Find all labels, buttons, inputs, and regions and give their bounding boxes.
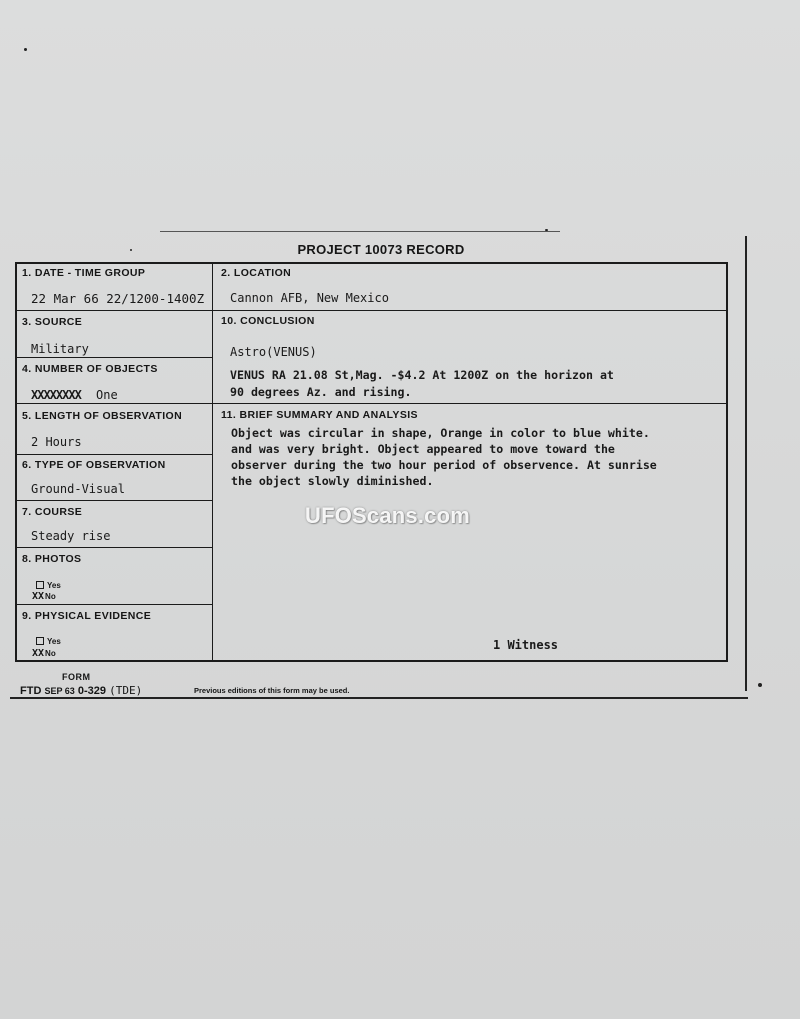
footer-form-id	[20, 684, 142, 697]
type-of-observation-label: 6. TYPE OF OBSERVATION	[22, 459, 166, 471]
x-mark-icon: XX	[32, 591, 45, 602]
number-of-objects-value	[31, 388, 118, 402]
footer-form-word: FORM	[62, 672, 91, 682]
row-divider	[15, 357, 213, 358]
scan-speck	[545, 229, 548, 231]
row-divider	[15, 500, 213, 501]
summary-line: and was very bright. Object appeared to move toward the	[231, 442, 615, 456]
course-value: Steady rise	[31, 529, 111, 543]
length-of-observation-value: 2 Hours	[31, 435, 82, 449]
row-divider	[15, 310, 728, 311]
photos-label: 8. PHOTOS	[22, 553, 82, 565]
footer-date: SEP 63	[44, 686, 75, 696]
scan-speck	[24, 48, 27, 51]
footer-note: Previous editions of this form may be used.	[194, 686, 350, 695]
column-divider	[212, 262, 213, 662]
source-value: Military	[31, 342, 89, 356]
top-rule	[160, 231, 560, 232]
row-divider	[15, 604, 213, 605]
conclusion-value: Astro(VENUS)	[230, 345, 317, 359]
summary-line: observer during the two hour period of observence. At sunrise	[231, 458, 657, 472]
physical-evidence-yes-option: Yes	[36, 636, 61, 647]
row-divider	[15, 403, 728, 404]
scan-speck	[758, 683, 762, 687]
source-label: 3. SOURCE	[22, 316, 83, 328]
footer-form-number: 0-329	[77, 685, 107, 697]
date-time-group-value: 22 Mar 66 22/1200-1400Z	[31, 291, 205, 306]
footer-tde: (TDE)	[109, 684, 143, 697]
location-value: Cannon AFB, New Mexico	[230, 291, 389, 305]
form-title: PROJECT 10073 RECORD	[297, 242, 465, 257]
witness-count: 1 Witness	[493, 638, 559, 652]
date-time-group-label: 1. DATE - TIME GROUP	[22, 267, 146, 279]
summary-line: the object slowly diminished.	[231, 474, 434, 488]
bottom-page-edge	[10, 697, 748, 699]
struck-out-text: XXXXXXXX	[31, 388, 81, 402]
summary-label: 11. BRIEF SUMMARY AND ANALYSIS	[221, 409, 418, 421]
x-mark-icon: XX	[32, 648, 45, 659]
physical-evidence-no-option: XXNo	[32, 648, 56, 659]
conclusion-detail-line: VENUS RA 21.08 St,Mag. -$4.2 At 1200Z on the horizon at	[230, 368, 614, 382]
summary-text	[231, 425, 721, 489]
summary-line: Object was circular in shape, Orange in color to blue white.	[231, 426, 650, 440]
course-label: 7. COURSE	[22, 506, 83, 518]
footer-ftd: FTD	[20, 685, 42, 697]
photos-no-option: XXNo	[32, 591, 56, 602]
row-divider	[15, 454, 213, 455]
object-count: One	[96, 388, 118, 402]
number-of-objects-label: 4. NUMBER OF OBJECTS	[22, 363, 158, 375]
row-divider	[15, 547, 213, 548]
photos-yes-option: Yes	[36, 580, 61, 591]
physical-evidence-label: 9. PHYSICAL EVIDENCE	[22, 610, 152, 622]
conclusion-detail	[230, 367, 614, 401]
watermark: UFOScans.com	[305, 503, 471, 528]
conclusion-detail-line: 90 degrees Az. and rising.	[230, 385, 412, 399]
location-label: 2. LOCATION	[221, 267, 292, 279]
conclusion-label: 10. CONCLUSION	[221, 315, 315, 327]
type-of-observation-value: Ground-Visual	[31, 482, 125, 496]
right-page-edge	[745, 236, 747, 691]
length-of-observation-label: 5. LENGTH OF OBSERVATION	[22, 410, 183, 422]
photos-yes-checkbox	[36, 581, 44, 589]
physical-evidence-yes-checkbox	[36, 637, 44, 645]
